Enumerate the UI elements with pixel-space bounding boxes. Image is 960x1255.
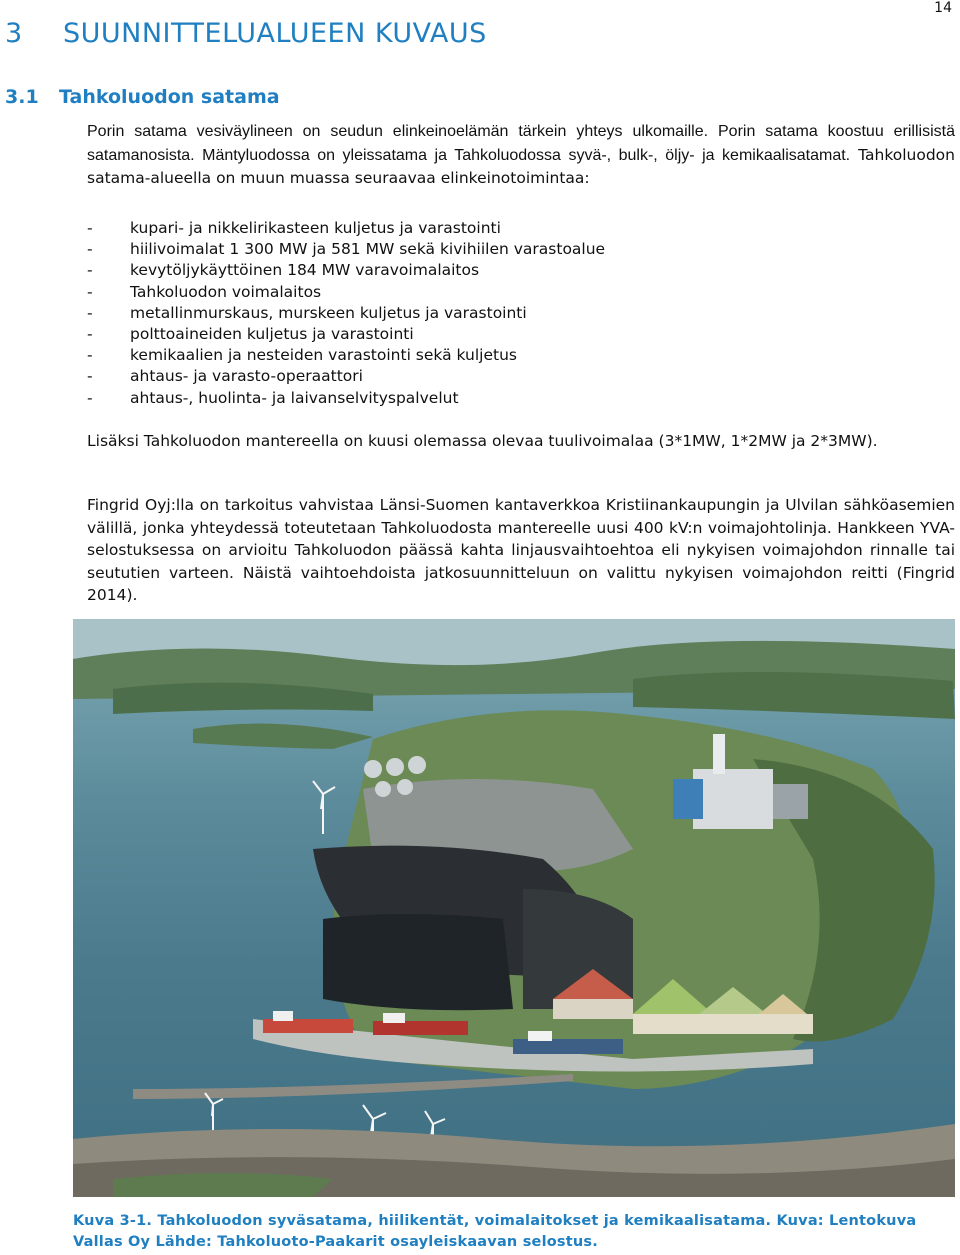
bullet-dash: - (87, 303, 93, 322)
bullet-dash: - (87, 367, 93, 386)
figure-caption: Kuva 3-1. Tahkoluodon syväsatama, hiilikentät, voimalaitokset ja kemikaalisatama. Kuva: Lentokuva Vallas Oy Lähde: Tahkoluoto-Paakarit osayleiskaavan selostus. (73, 1213, 917, 1250)
list-item (87, 366, 947, 387)
fingrid-paragraph: Fingrid Oyj:lla on tarkoitus vahvistaa Länsi-Suomen kantaverkkoa Kristiinankaupungin ja Ulvilan sähköasemien välillä, jonka yhteydessä toteutetaan Tahkoluodosta mantereelle uusi 400 kV:n voimajohtolinja. Hankkeen YVA-selostuksessa on arvioitu Tahkoluodon päässä kahta linjausvaihtoehtoa eli nykyisen voimajohdon rinnalle tai seututien varteen. Näistä vaihtoehdoista jatkosuunnitteluun on valittu nykyisen voimajohdon reitti (Fingrid 2014). (87, 496, 955, 604)
list-item-text: ahtaus-, huolinta- ja laivanselvityspalvelut (130, 388, 459, 407)
aerial-harbor-photo (73, 619, 955, 1197)
activities-list (87, 218, 947, 409)
intro-rest-text: Tahkoluodon satama-alueella on muun muassa seuraavaa elinkeinotoimintaa: (87, 145, 955, 187)
list-item-text: hiilivoimalat 1 300 MW ja 581 MW sekä kivihiilen varastoalue (130, 240, 606, 259)
list-item (87, 388, 947, 409)
section-title: Tahkoluodon satama (59, 86, 280, 108)
bullet-dash: - (87, 240, 93, 259)
list-item (87, 303, 947, 324)
chapter-number: 3 (5, 18, 23, 49)
section-number: 3.1 (5, 86, 39, 108)
list-item-text: Tahkoluodon voimalaitos (130, 282, 322, 301)
intro-lead-text: Porin satama vesiväylineen on seudun elinkeinoelämän tärkein yhteys ulkomaille. Porin satama koostuu erillisistä satamanosista. Mäntyluodossa on yleissatama ja Tahkoluodossa syvä-, bulk-, öljy- ja kemikaalisatamat. (87, 123, 955, 164)
list-item (87, 218, 947, 239)
list-item (87, 239, 947, 260)
list-item-text: metallinmurskaus, murskeen kuljetus ja varastointi (130, 303, 527, 322)
list-item-text: kupari- ja nikkelirikasteen kuljetus ja varastointi (130, 219, 501, 237)
aerial-harbor-illustration (73, 619, 955, 1197)
chapter-heading (5, 18, 487, 49)
list-item (87, 282, 947, 303)
chapter-title: SUUNNITTELUALUEEN KUVAUS (63, 18, 487, 49)
list-item-text: polttoaineiden kuljetus ja varastointi (130, 325, 414, 344)
bullet-dash: - (87, 261, 93, 280)
list-item-text: ahtaus- ja varasto-operaattori (130, 367, 363, 386)
wind-power-paragraph: Lisäksi Tahkoluodon mantereella on kuusi olemassa olevaa tuulivoimalaa (3*1MW, 1*2MW ja 2*3MW). (87, 432, 878, 450)
intro-paragraph (87, 120, 955, 190)
bullet-dash: - (87, 219, 93, 237)
bullet-dash: - (87, 282, 93, 301)
bullet-dash: - (87, 388, 93, 407)
bullet-dash: - (87, 325, 93, 344)
bullet-dash: - (87, 346, 93, 365)
list-item (87, 324, 947, 345)
list-item (87, 260, 947, 281)
list-item-text: kevytöljykäyttöinen 184 MW varavoimalaitos (130, 261, 480, 280)
page-number: 14 (934, 0, 952, 16)
list-item-text: kemikaalien ja nesteiden varastointi sekä kuljetus (130, 346, 517, 365)
section-heading (5, 86, 280, 108)
list-item (87, 345, 947, 366)
